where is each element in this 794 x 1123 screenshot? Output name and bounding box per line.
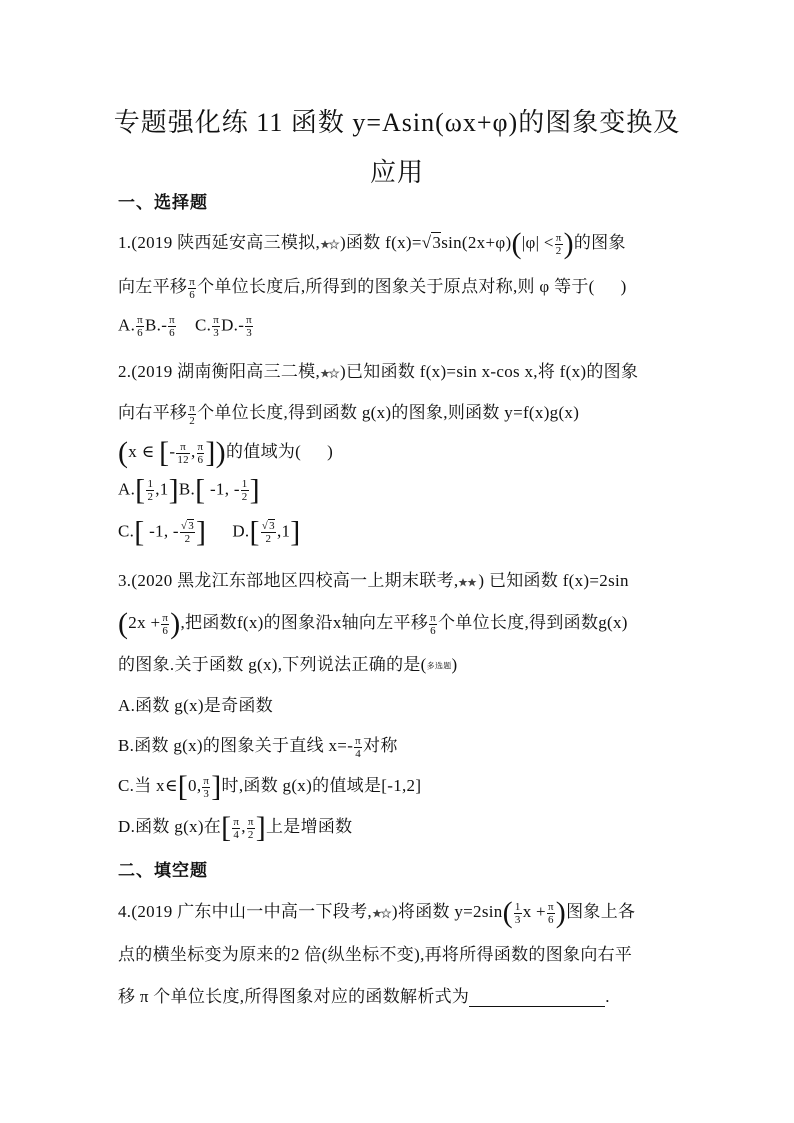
q1-source: (2019 陕西延安高三模拟, [131, 233, 321, 252]
difficulty-stars-icon [320, 368, 340, 379]
title-line-2: 应用 [369, 158, 424, 187]
q1-stem-b: sin(2x+φ) [441, 233, 512, 252]
q3-line3-close: ) [451, 655, 458, 674]
q3-frac-pi-6: $\frac{\pi}{6}$ [162, 611, 169, 637]
q2-frac-1-2: $\frac{1}{2}$ [147, 478, 154, 503]
section-choice-heading: 一、选择题 [118, 193, 208, 212]
q3-option-a: A.函数 g(x)是奇函数 [118, 696, 273, 715]
q4-line-2: 点的横坐标变为原来的2 倍(纵坐标不变),再将所得函数的图象向右平 [118, 945, 633, 964]
q2-options-cd: C.[ -1, - $\frac{√3}{2}$ ] D.[ $\frac{√3}{2}$ ,1] [118, 515, 301, 549]
q3-option-d: D.函数 g(x)在[ $\frac{\pi}{4}$ , $\frac{\pi}{2}$ ]上是增函数 [118, 811, 353, 845]
q3-line-1 [118, 566, 629, 591]
q1-option-b-frac: $\frac{\pi}{6}$ [169, 314, 176, 339]
q1-option-c: C. [195, 315, 212, 335]
q1-number: 1. [118, 233, 132, 252]
q1-line-2 [118, 272, 627, 301]
q4-line-3 [118, 982, 610, 1007]
q2-frac-pi-12: $\frac{\pi}{12}$ [177, 440, 189, 466]
q3-option-c-tail: 时,函数 g(x)的值域是[-1,2] [221, 776, 422, 795]
q3-option-d-frac-2: $\frac{\pi}{2}$ [247, 815, 254, 841]
q2-option-c-mid: -1, - [149, 521, 179, 541]
q3-option-d-frac-1: $\frac{\pi}{4}$ [233, 815, 240, 841]
q2-line-1 [118, 357, 638, 382]
q2-option-d-frac: $\frac{√3}{2}$ [261, 520, 275, 545]
q1-line2-c: ) [620, 277, 627, 296]
q3-line3: 的图象.关于函数 g(x),下列说法正确的是( [118, 655, 427, 674]
q2-source-close: ) [340, 362, 346, 381]
q3-option-d-tail: 上是增函数 [265, 817, 353, 836]
q2-option-a-tail: ,1 [155, 479, 169, 499]
q2-option-c: C. [118, 521, 135, 541]
q3-option-b-tail: 对称 [363, 736, 398, 755]
q1-stem-a: 函数 f(x)= [346, 233, 422, 252]
q2-options-ab: A.[ $\frac{1}{2}$ ,1]B.[ -1, - $\frac{1}{2}$ ] [118, 473, 260, 507]
q1-abs-expr: |φ| < [521, 233, 554, 252]
q2-source: (2019 湖南衡阳高三二模, [131, 362, 321, 381]
q2-option-d: D. [232, 521, 250, 541]
q1-sqrt: 3 [432, 233, 442, 252]
q3-number: 3. [118, 571, 132, 590]
q3-stem: 已知函数 f(x)=2sin [488, 571, 629, 590]
q1-line2-b: 个单位长度后,所得到的图象关于原点对称,则 φ 等于( [197, 277, 595, 296]
q3-line-3 [118, 650, 458, 675]
q4-stem: 将函数 y=2sin [397, 902, 503, 921]
q3-multi-tag: 多选题 [426, 661, 452, 671]
difficulty-stars-icon [320, 239, 340, 250]
q3-line-2: (2x + $\frac{\pi}{6}$ ),把函数f(x)的图象沿x轴向左平移 $\frac{\pi}{6}$ 个单位长度,得到函数g(x) [118, 607, 628, 641]
q2-line-3: (x ∈ [- $\frac{\pi}{12}$ , $\frac{\pi}{6}$ ])的值域为( ) [118, 436, 334, 470]
q2-option-d-tail: ,1 [276, 521, 291, 541]
page-title [90, 98, 704, 198]
q2-option-c-frac: $\frac{√3}{2}$ [180, 520, 195, 545]
q4-source: (2019 广东中山一中高一下段考, [131, 902, 372, 921]
q1-option-b: B.- [145, 315, 168, 335]
q4-frac-pi-6: $\frac{\pi}{6}$ [547, 900, 554, 926]
q4-number: 4. [118, 902, 132, 921]
title-line-1: 专题强化练 11 函数 y=Asin(ωx+φ)的图象变换及 [113, 108, 681, 137]
q1-stem-c: 的图象 [573, 233, 626, 252]
q3-option-d-comma: , [241, 817, 246, 836]
q3-option-b-text: B.函数 g(x)的图象关于直线 x=- [118, 736, 354, 755]
q4-stem-b: 图象上各 [566, 902, 636, 921]
q4-x-plus: x + [522, 902, 546, 921]
q3-option-d-text: D.函数 g(x)在 [118, 817, 222, 836]
q4-frac-1-3: $\frac{1}{3}$ [514, 900, 521, 926]
answer-blank[interactable] [469, 988, 605, 1007]
q1-source-close: ) [340, 233, 346, 252]
q4-line-1: 4.(2019 广东中山一中高一下段考, )将函数 y=2sin( $\frac{1}{3}$ x + $\frac{\pi}{6}$ )图象上各 [118, 896, 636, 930]
q3-option-c-frac: $\frac{\pi}{3}$ [203, 774, 210, 800]
q3-source: (2020 黑龙江东部地区四校高一上期末联考, [131, 571, 459, 590]
q1-option-d: D.- [221, 315, 245, 335]
q1-option-a: A. [118, 315, 136, 335]
q2-line-2 [118, 398, 579, 427]
q3-expr: 2x + [128, 613, 161, 632]
q2-option-a: A. [118, 479, 136, 499]
q3-option-c-zero: 0, [188, 776, 202, 795]
q2-neg: - [169, 442, 176, 461]
q1-option-a-frac: $\frac{\pi}{6}$ [137, 314, 143, 339]
q3-line2-a: ,把函数f(x)的图象沿x轴向左平移 [180, 613, 429, 632]
q3-line2-b: 个单位长度,得到函数g(x) [438, 613, 628, 632]
q2-frac-pi-2: $\frac{\pi}{2}$ [189, 401, 196, 427]
q2-option-b-frac: $\frac{1}{2}$ [241, 478, 248, 503]
q1-option-c-frac: $\frac{\pi}{3}$ [213, 314, 220, 339]
q1-line2-a: 向左平移 [118, 277, 188, 296]
q2-stem: 已知函数 f(x)=sin x-cos x,将 f(x)的图象 [346, 362, 639, 381]
q2-option-b: B. [178, 479, 196, 499]
q3-frac-shift: $\frac{\pi}{6}$ [430, 611, 436, 637]
q2-line2-a: 向右平移 [118, 403, 188, 422]
q4-period: . [605, 987, 610, 1006]
q2-option-b-mid: -1, - [209, 479, 240, 499]
q1-option-d-frac: $\frac{\pi}{3}$ [246, 314, 253, 339]
q2-comma: , [190, 442, 196, 461]
q3-source-close: ) [478, 571, 485, 590]
q1-options [118, 314, 254, 339]
q2-line3-b: 的值域为( [225, 442, 302, 461]
q2-number: 2. [118, 362, 132, 381]
section-fill-heading: 二、填空题 [118, 861, 208, 880]
q3-option-b [118, 731, 398, 760]
difficulty-stars-icon [372, 908, 392, 919]
q3-option-c-text: C.当 x∈ [118, 776, 178, 795]
q3-option-c: C.当 x∈[0, $\frac{\pi}{3}$ ]时,函数 g(x)的值域是[-1,2] [118, 770, 422, 804]
q2-line2-b: 个单位长度,得到函数 g(x)的图象,则函数 y=f(x)g(x) [197, 403, 580, 422]
difficulty-stars-icon [458, 577, 478, 588]
q2-frac-pi-6: $\frac{\pi}{6}$ [197, 440, 204, 466]
q1-frac-pi-2: $\frac{\pi}{2}$ [555, 231, 562, 257]
q3-option-b-frac: $\frac{\pi}{4}$ [355, 734, 362, 760]
q1-frac-pi-6: $\frac{\pi}{6}$ [189, 275, 196, 301]
q1-line-1: 1.(2019 陕西延安高三模拟, )函数 f(x)=√3sin(2x+φ)(|φ| < $\frac{\pi}{2}$ )的图象 [118, 227, 626, 261]
q2-line3-c: ) [327, 442, 334, 461]
q4-source-close: ) [391, 902, 398, 921]
q4-line3-text: 移 π 个单位长度,所得图象对应的函数解析式为 [118, 987, 470, 1006]
q2-domain-var: x ∈ [128, 442, 155, 461]
